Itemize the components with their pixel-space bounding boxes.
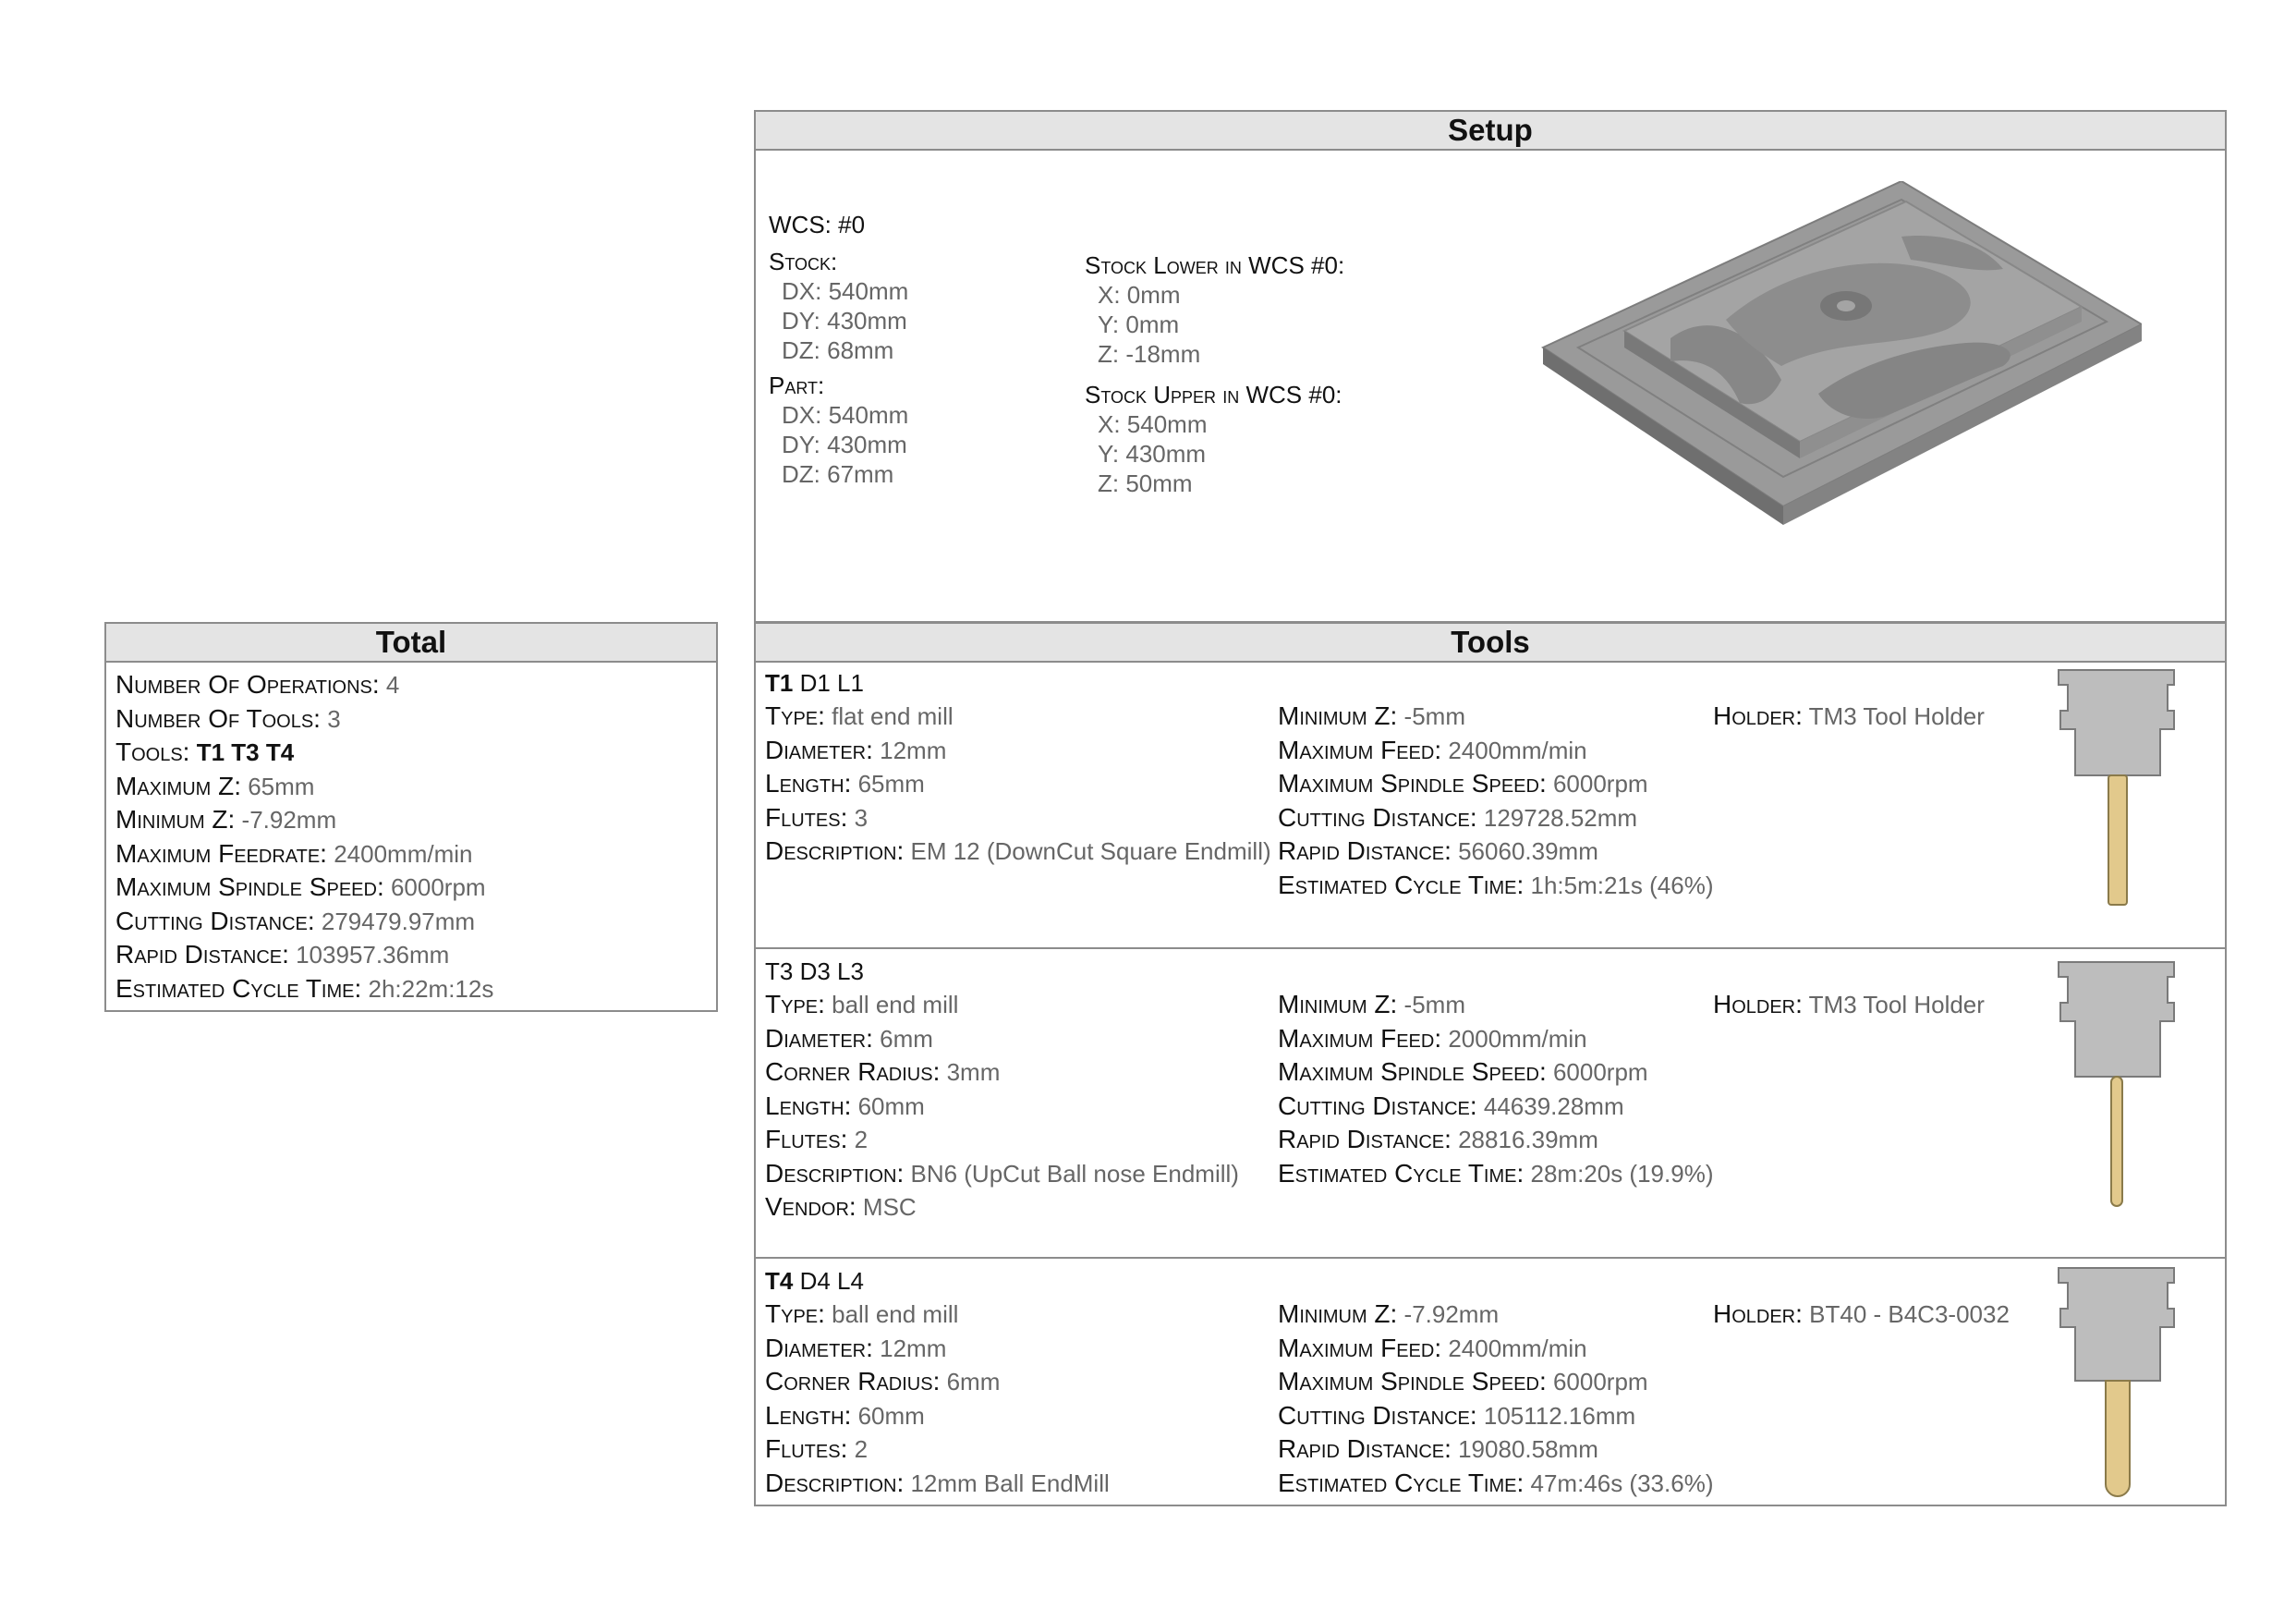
stock-dy: DY: 430mm bbox=[782, 307, 907, 335]
tool-title: T4 D4 L4 bbox=[765, 1267, 864, 1295]
tool-row-t1 bbox=[756, 661, 2225, 947]
total-row: Maximum Spindle Speed: 6000rpm bbox=[115, 872, 486, 901]
stock-lower-x: X: 0mm bbox=[1098, 281, 1181, 309]
total-row: Estimated Cycle Time: 2h:22m:12s bbox=[115, 973, 494, 1003]
total-header: Total bbox=[106, 624, 716, 663]
tool-holder: Holder: BT40 - B4C3-0032 bbox=[1713, 1299, 2010, 1328]
tool-title: T3 D3 L3 bbox=[765, 957, 864, 985]
stock-label: Stock: bbox=[769, 248, 838, 275]
total-row: Maximum Z: 65mm bbox=[115, 771, 315, 800]
part-preview-image bbox=[1541, 181, 2142, 569]
stock-upper-label: Stock Upper in WCS #0: bbox=[1085, 381, 1342, 408]
tool-details: T4 D4 L4 Type: ball end mill Diameter: 12mm Corner Radius: 6mm Length: 60mm Flutes: 2 Description: 12mm Ball EndMill bbox=[765, 1264, 1110, 1500]
setup-wcs-column bbox=[1085, 250, 1344, 498]
wcs-label: WCS: #0 bbox=[769, 211, 866, 238]
tool-stats: Minimum Z: -7.92mm Maximum Feed: 2400mm/min Maximum Spindle Speed: 6000rpm Cutting Distance: 105112.16mm Rapid Distance: 19080.58mm Estimated Cycle Time: 47m:46s (33.6%) bbox=[1278, 1299, 1714, 1497]
total-body bbox=[106, 663, 716, 1006]
total-panel bbox=[104, 622, 718, 1012]
tool-details: T1 D1 L1 Type: flat end mill Diameter: 12mm Length: 65mm Flutes: 3 Description: EM 12 (DownCut Square Endmill) bbox=[765, 666, 1271, 869]
part-dy: DY: 430mm bbox=[782, 431, 907, 458]
total-tools-list: T1 T3 T4 bbox=[189, 738, 295, 766]
tool-title: T1 D1 L1 bbox=[765, 669, 864, 697]
stock-lower-y: Y: 0mm bbox=[1098, 311, 1180, 338]
tools-panel bbox=[754, 622, 2227, 1506]
stock-dx: DX: 540mm bbox=[782, 277, 909, 305]
tool-t3-icon bbox=[2049, 957, 2188, 1215]
tool-row-t4 bbox=[756, 1257, 2225, 1505]
tools-header: Tools bbox=[756, 624, 2225, 663]
part-dz: DZ: 67mm bbox=[782, 460, 894, 488]
tool-holder: Holder: TM3 Tool Holder bbox=[1713, 990, 1985, 1018]
tool-t4-icon bbox=[2049, 1262, 2188, 1505]
tool-stats: Minimum Z: -5mm Maximum Feed: 2000mm/min Maximum Spindle Speed: 6000rpm Cutting Distance: 44639.28mm Rapid Distance: 28816.39mm Estimated Cycle Time: 28m:20s (19.9%) bbox=[1278, 990, 1714, 1188]
stock-lower-z: Z: -18mm bbox=[1098, 340, 1201, 368]
part-label: Part: bbox=[769, 372, 825, 399]
total-row: Number Of Operations: 4 bbox=[115, 670, 400, 699]
setup-panel bbox=[754, 110, 2227, 623]
total-row: Rapid Distance: 103957.36mm bbox=[115, 940, 450, 969]
total-row: Cutting Distance: 279479.97mm bbox=[115, 906, 476, 935]
setup-header: Setup bbox=[756, 112, 2225, 151]
part-dx: DX: 540mm bbox=[782, 401, 909, 429]
total-row: Number Of Tools: 3 bbox=[115, 703, 341, 733]
tool-t1-icon bbox=[2049, 664, 2188, 914]
stock-upper-z: Z: 50mm bbox=[1098, 469, 1193, 497]
stock-upper-y: Y: 430mm bbox=[1098, 440, 1207, 468]
stock-upper-x: X: 540mm bbox=[1098, 410, 1208, 438]
setup-stock-column bbox=[769, 210, 908, 489]
total-tools-row: Tools: T1 T3 T4 bbox=[115, 737, 295, 766]
tool-stats: Minimum Z: -5mm Maximum Feed: 2400mm/min Maximum Spindle Speed: 6000rpm Cutting Distance: 129728.52mm Rapid Distance: 56060.39mm Estimated Cycle Time: 1h:5m:21s (46%) bbox=[1278, 701, 1714, 899]
tool-row-t3 bbox=[756, 947, 2225, 1257]
stock-lower-label: Stock Lower in WCS #0: bbox=[1085, 251, 1345, 279]
stock-dz: DZ: 68mm bbox=[782, 336, 894, 364]
tool-holder: Holder: TM3 Tool Holder bbox=[1713, 701, 1985, 730]
total-row: Maximum Feedrate: 2400mm/min bbox=[115, 838, 473, 868]
tool-details: T3 D3 L3 Type: ball end mill Diameter: 6mm Corner Radius: 3mm Length: 60mm Flutes: 2 Description: BN6 (UpCut Ball nose Endmill) Vendor: MSC bbox=[765, 955, 1239, 1225]
total-row: Minimum Z: -7.92mm bbox=[115, 805, 337, 834]
